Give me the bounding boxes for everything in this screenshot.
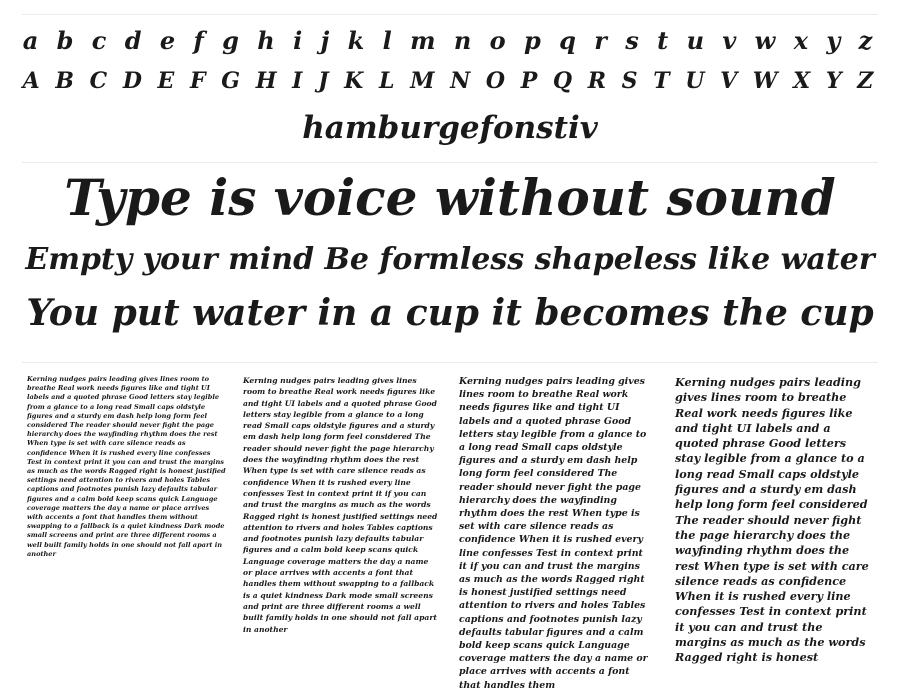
sample-word: hamburgefonstiv xyxy=(302,110,598,146)
lowercase-alphabet: a b c d e f g h i j k l m n o p q r s t u v w x y z xyxy=(22,26,878,55)
divider-top xyxy=(22,14,878,15)
divider-bottom xyxy=(22,362,878,363)
headline-medium-2: You put water in a cup it becomes the cup xyxy=(26,292,874,334)
text-column-smallest: Kerning nudges pairs leading gives lines room to breathe Real work needs figures like and tight UI labels and a quoted phrase Good letters stay legible from a glance to a long read Small caps oldstyle figures and a sturdy em dash help long form feel considered The reader should never fight the page hierarchy does the wayfinding rhythm does the rest When type is set with care silence reads as confidence When it is rushed every line confesses Test in context print it you can and trust the margins as much as the words Ragged right is honest justified settings need attention to rivers and holes Tables captions and footnotes punish lazy defaults tabular figures and a calm bold keep scans quick Language coverage matters the day a name or place arrives with accents a font that handles them without swapping to a fallback is a quiet kindness Dark mode small screens and print are three different rooms a well built family holds in one should not fall apart in another xyxy=(27,375,226,558)
text-column-small: Kerning nudges pairs leading gives lines room to breathe Real work needs figures like and tight UI labels and a quoted phrase Good letters stay legible from a glance to a long read Small caps oldstyle figures and a sturdy em dash help long form feel considered The reader should never fight the page hierarchy does the wayfinding rhythm does the rest When type is set with care silence reads as confidence When it is rushed every line confesses Test in context print it if you can and trust the margins as much as the words Ragged right is honest justified settings need attention to rivers and holes Tables captions and footnotes punish lazy defaults tabular figures and a calm bold keep scans quick Language coverage matters the day a name or place arrives with accents a font that handles them without swapping to a fallback is a quiet kindness Dark mode small screens and print are three different rooms a well built family holds in one should not fall apart in another xyxy=(243,376,438,634)
headline-medium: Empty your mind Be formless shapeless like water xyxy=(25,242,875,277)
uppercase-alphabet: A B C D E F G H I J K L M N O P Q R S T U V W X Y Z xyxy=(22,68,878,94)
divider-middle xyxy=(22,162,878,163)
text-column-medium: Kerning nudges pairs leading gives lines room to breathe Real work needs figures like and tight UI labels and a quoted phrase Good letters stay legible from a glance to a long read Small caps oldstyle figures and a sturdy em dash help long form feel considered The reader should never fight the page hierarchy does the wayfinding rhythm does the rest When type is set with care silence reads as confidence When it is rushed every line confesses Test in context print it if you can and trust the margins as much as the words Ragged right is honest justified settings need attention to rivers and holes Tables captions and footnotes punish lazy defaults tabular figures and a calm bold keep scans quick Language coverage matters the day a name or place arrives with accents a font that handles them xyxy=(459,376,648,691)
headline-large: Type is voice without sound xyxy=(64,168,836,227)
text-column-large: Kerning nudges pairs leading gives lines room to breathe Real work needs figures like and tight UI labels and a quoted phrase Good letters stay legible from a glance to a long read Small caps oldstyle figures and a sturdy em dash help long form feel considered The reader should never fight the page hierarchy does the wayfinding rhythm does the rest When type is set with care silence reads as confidence When it is rushed every line confesses Test in context print it you can and trust the margins as much as the words Ragged right is honest xyxy=(675,375,869,665)
